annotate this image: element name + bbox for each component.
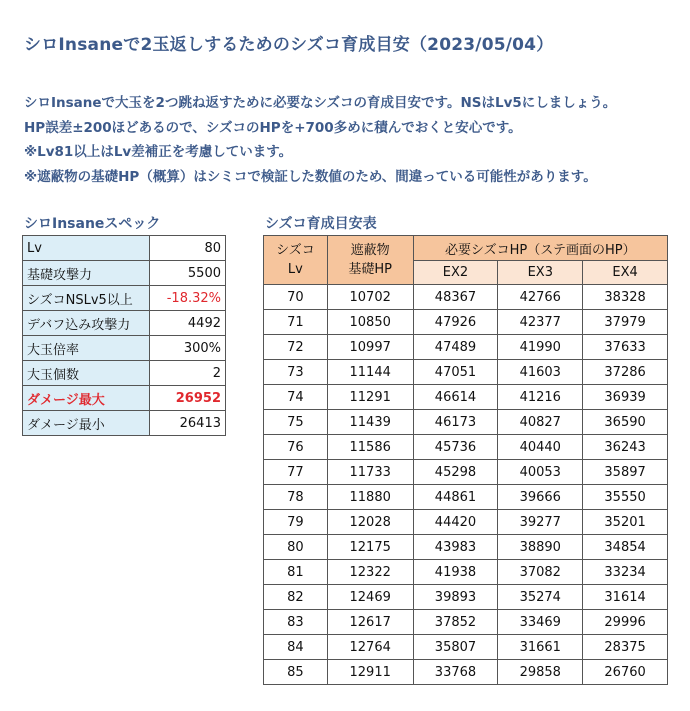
spec-row [23, 361, 226, 386]
cell-shield-hp: 11733 [327, 460, 413, 485]
table-row [264, 310, 668, 335]
cell-lv: 81 [264, 560, 328, 585]
notes [24, 91, 616, 189]
cell-ex4: 37979 [583, 310, 668, 335]
cell-ex2: 46173 [413, 410, 498, 435]
page-title: シロInsaneで2玉返しするためのシズコ育成目安（2023/05/04） [24, 35, 554, 55]
cell-ex3: 37082 [498, 560, 583, 585]
cell-ex2: 43983 [413, 535, 498, 560]
cell-ex2: 45736 [413, 435, 498, 460]
cell-shield-hp: 11144 [327, 360, 413, 385]
cell-lv: 78 [264, 485, 328, 510]
spec-label: ダメージ最小 [23, 411, 150, 436]
cell-ex4: 28375 [583, 635, 668, 660]
spec-value: 2 [150, 361, 226, 386]
spec-value: 5500 [150, 261, 226, 286]
cell-ex2: 41938 [413, 560, 498, 585]
cell-ex3: 29858 [498, 660, 583, 685]
cell-shield-hp: 10850 [327, 310, 413, 335]
spec-row [23, 261, 226, 286]
cell-ex2: 48367 [413, 285, 498, 310]
cell-ex3: 41216 [498, 385, 583, 410]
cell-shield-hp: 12028 [327, 510, 413, 535]
spec-row [23, 336, 226, 361]
header-shield-hp [327, 236, 413, 285]
table-row [264, 660, 668, 685]
cell-ex2: 46614 [413, 385, 498, 410]
cell-ex3: 40440 [498, 435, 583, 460]
table-row [264, 360, 668, 385]
cell-lv: 76 [264, 435, 328, 460]
cell-shield-hp: 11586 [327, 435, 413, 460]
spec-title: シロInsaneスペック [24, 216, 161, 232]
table-row [264, 460, 668, 485]
cell-ex3: 42766 [498, 285, 583, 310]
header-ex4: EX4 [583, 261, 668, 285]
cell-ex3: 40827 [498, 410, 583, 435]
cell-ex2: 44420 [413, 510, 498, 535]
cell-ex4: 38328 [583, 285, 668, 310]
table-row [264, 635, 668, 660]
cell-ex2: 37852 [413, 610, 498, 635]
cell-lv: 71 [264, 310, 328, 335]
guide-title: シズコ育成目安表 [265, 216, 377, 232]
cell-shield-hp: 11291 [327, 385, 413, 410]
cell-ex3: 40053 [498, 460, 583, 485]
header-ex3: EX3 [498, 261, 583, 285]
header-hp-line2: 基礎HP [348, 262, 392, 277]
spec-value: 300% [150, 336, 226, 361]
table-row [264, 560, 668, 585]
cell-shield-hp: 10702 [327, 285, 413, 310]
cell-ex2: 47051 [413, 360, 498, 385]
note-line: ※Lv81以上はLv差補正を考慮しています。 [24, 144, 293, 160]
spec-row [23, 311, 226, 336]
spec-value: -18.32% [150, 286, 226, 311]
spec-label: 大玉倍率 [23, 336, 150, 361]
cell-ex4: 37633 [583, 335, 668, 360]
cell-ex2: 47926 [413, 310, 498, 335]
spec-label: ダメージ最大 [23, 386, 150, 411]
cell-lv: 80 [264, 535, 328, 560]
cell-ex3: 39666 [498, 485, 583, 510]
cell-shield-hp: 12175 [327, 535, 413, 560]
cell-ex3: 33469 [498, 610, 583, 635]
cell-ex2: 47489 [413, 335, 498, 360]
cell-ex4: 35550 [583, 485, 668, 510]
cell-ex3: 38890 [498, 535, 583, 560]
header-ex2: EX2 [413, 261, 498, 285]
spec-label: Lv [23, 236, 150, 261]
cell-ex3: 31661 [498, 635, 583, 660]
cell-ex3: 42377 [498, 310, 583, 335]
header-lv-line1: シズコ [276, 243, 315, 258]
table-row [264, 285, 668, 310]
cell-ex2: 33768 [413, 660, 498, 685]
spec-label: シズコNSLv5以上 [23, 286, 150, 311]
cell-lv: 82 [264, 585, 328, 610]
cell-ex4: 33234 [583, 560, 668, 585]
cell-lv: 74 [264, 385, 328, 410]
cell-ex4: 31614 [583, 585, 668, 610]
cell-lv: 73 [264, 360, 328, 385]
cell-lv: 79 [264, 510, 328, 535]
cell-lv: 85 [264, 660, 328, 685]
cell-shield-hp: 12764 [327, 635, 413, 660]
table-row [264, 485, 668, 510]
spec-row [23, 236, 226, 261]
cell-lv: 72 [264, 335, 328, 360]
cell-ex4: 26760 [583, 660, 668, 685]
note-line: HP誤差±200ほどあるので、シズコのHPを+700多めに積んでおくと安心です。 [24, 119, 522, 136]
cell-ex4: 36939 [583, 385, 668, 410]
header-lv-line2: Lv [287, 262, 303, 277]
note-line: シロInsaneで大玉を2つ跳ね返すために必要なシズコの育成目安です。NSはLv5にしましょう。 [24, 95, 617, 111]
cell-ex4: 29996 [583, 610, 668, 635]
table-row [264, 610, 668, 635]
guide-table [263, 235, 668, 685]
cell-lv: 70 [264, 285, 328, 310]
cell-shield-hp: 10997 [327, 335, 413, 360]
table-row [264, 535, 668, 560]
cell-ex2: 35807 [413, 635, 498, 660]
cell-shield-hp: 12322 [327, 560, 413, 585]
cell-shield-hp: 12617 [327, 610, 413, 635]
spec-row [23, 411, 226, 436]
cell-lv: 77 [264, 460, 328, 485]
spec-value: 80 [150, 236, 226, 261]
table-row [264, 510, 668, 535]
table-row [264, 385, 668, 410]
cell-ex4: 34854 [583, 535, 668, 560]
spec-label: 大玉個数 [23, 361, 150, 386]
spec-row [23, 286, 226, 311]
spec-table [22, 235, 226, 436]
spec-value: 4492 [150, 311, 226, 336]
cell-shield-hp: 12469 [327, 585, 413, 610]
spec-value: 26413 [150, 411, 226, 436]
cell-ex4: 37286 [583, 360, 668, 385]
table-row [264, 435, 668, 460]
cell-ex2: 44861 [413, 485, 498, 510]
cell-ex3: 35274 [498, 585, 583, 610]
spec-value: 26952 [150, 386, 226, 411]
cell-ex2: 45298 [413, 460, 498, 485]
cell-ex3: 41603 [498, 360, 583, 385]
cell-ex3: 39277 [498, 510, 583, 535]
cell-ex2: 39893 [413, 585, 498, 610]
header-lv [264, 236, 328, 285]
guide-body [264, 285, 668, 685]
note-line: ※遮蔽物の基礎HP（概算）はシミコで検証した数値のため、間違っている可能性があります。 [24, 168, 597, 185]
cell-lv: 83 [264, 610, 328, 635]
cell-ex4: 36590 [583, 410, 668, 435]
cell-ex3: 41990 [498, 335, 583, 360]
header-required-hp: 必要シズコHP（ステ画面のHP） [413, 236, 667, 261]
spec-label: 基礎攻撃力 [23, 261, 150, 286]
spec-label: デバフ込み攻撃力 [23, 311, 150, 336]
table-row [264, 335, 668, 360]
cell-shield-hp: 12911 [327, 660, 413, 685]
header-hp-line1: 遮蔽物 [350, 243, 390, 258]
cell-ex4: 35897 [583, 460, 668, 485]
table-row [264, 410, 668, 435]
cell-ex4: 36243 [583, 435, 668, 460]
cell-ex4: 35201 [583, 510, 668, 535]
table-row [264, 585, 668, 610]
cell-shield-hp: 11439 [327, 410, 413, 435]
spec-row [23, 386, 226, 411]
cell-lv: 75 [264, 410, 328, 435]
cell-shield-hp: 11880 [327, 485, 413, 510]
cell-lv: 84 [264, 635, 328, 660]
